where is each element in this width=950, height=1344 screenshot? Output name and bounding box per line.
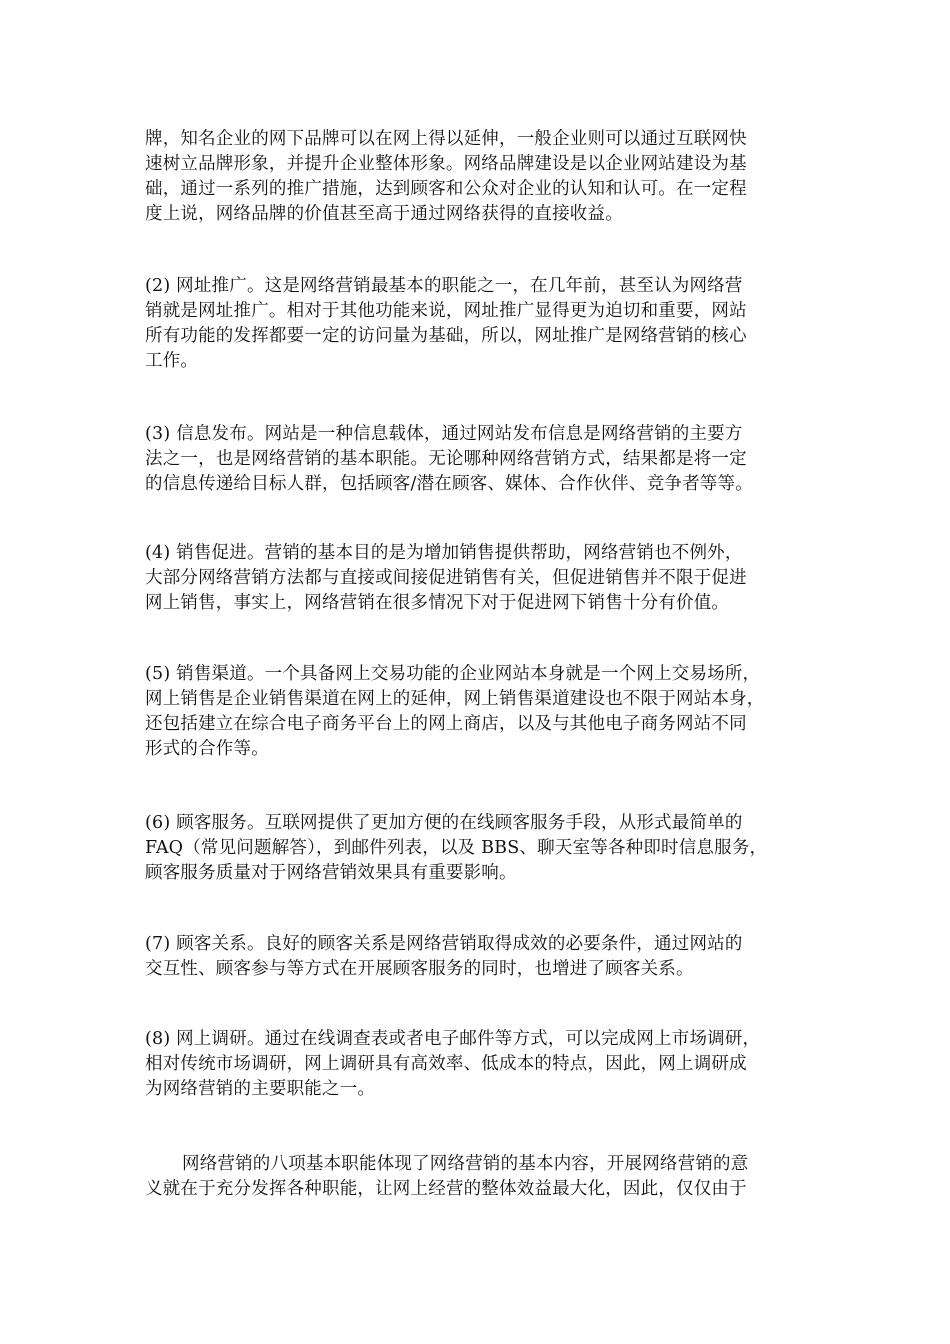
- text-line: 工作。: [145, 351, 199, 371]
- text-line: 为网络营销的主要职能之一。: [145, 1079, 376, 1099]
- paragraph-brand: [145, 127, 805, 227]
- text-line: (2) 网址推广。这是网络营销最基本的职能之一，在几年前，甚至认为网络营: [145, 276, 743, 296]
- text-line: 所有功能的发挥都要一定的访问量为基础，所以，网址推广是网络营销的核心: [145, 326, 747, 346]
- text-line: 义就在于充分发挥各种职能，让网上经营的整体效益最大化，因此，仅仅由于: [145, 1179, 747, 1199]
- text-line: (5) 销售渠道。一个具备网上交易功能的企业网站本身就是一个网上交易场所，: [145, 664, 761, 684]
- text-line: (3) 信息发布。网站是一种信息载体，通过网站发布信息是网络营销的主要方: [145, 424, 743, 444]
- text-line: (8) 网上调研。通过在线调查表或者电子邮件等方式，可以完成网上市场调研，: [145, 1029, 761, 1049]
- text-line: 度上说，网络品牌的价值甚至高于通过网络获得的直接收益。: [145, 204, 623, 224]
- paragraph-customer-relations: [145, 932, 805, 982]
- text-line: 法之一，也是网络营销的基本职能。无论哪种网络营销方式，结果都是将一定: [145, 449, 747, 469]
- text-line: 相对传统市场调研，网上调研具有高效率、低成本的特点，因此，网上调研成: [145, 1054, 747, 1074]
- text-line: 牌，知名企业的网下品牌可以在网上得以延伸，一般企业则可以通过互联网快: [145, 129, 747, 149]
- text-line: (6) 顾客服务。互联网提供了更加方便的在线顾客服务手段，从形式最简单的: [145, 813, 743, 833]
- text-line: FAQ（常见问题解答），到邮件列表，以及 BBS、聊天室等各种即时信息服务，: [145, 838, 768, 858]
- paragraph-sales-promotion: [145, 541, 805, 616]
- text-line: (4) 销售促进。营销的基本目的是为增加销售提供帮助，网络营销也不例外，: [145, 543, 743, 563]
- text-line: 销就是网址推广。相对于其他功能来说，网址推广显得更为迫切和重要，网站: [145, 301, 747, 321]
- text-line: 速树立品牌形象，并提升企业整体形象。网络品牌建设是以企业网站建设为基: [145, 154, 747, 174]
- text-line: 交互性、顾客参与等方式在开展顾客服务的同时，也增进了顾客关系。: [145, 959, 694, 979]
- text-line: 大部分网络营销方法都与直接或间接促进销售有关，但促进销售并不限于促进: [145, 568, 747, 588]
- text-line: 形式的合作等。: [145, 739, 269, 759]
- text-line: 的信息传递给目标人群，包括顾客/潜在顾客、媒体、合作伙伴、竞争者等等。: [145, 474, 753, 494]
- paragraph-url-promotion: [145, 274, 805, 374]
- text-line: (7) 顾客关系。良好的顾客关系是网络营销取得成效的必要条件，通过网站的: [145, 934, 743, 954]
- paragraph-summary: [145, 1152, 805, 1202]
- text-line: 网上销售是企业销售渠道在网上的延伸，网上销售渠道建设也不限于网站本身，: [145, 689, 765, 709]
- paragraph-sales-channel: [145, 662, 805, 762]
- paragraph-customer-service: [145, 811, 805, 886]
- text-line: 网络营销的八项基本职能体现了网络营销的基本内容，开展网络营销的意: [182, 1154, 749, 1174]
- text-line: 网上销售，事实上，网络营销在很多情况下对于促进网下销售十分有价值。: [145, 593, 730, 613]
- paragraph-online-research: [145, 1027, 805, 1102]
- text-line: 顾客服务质量对于网络营销效果具有重要影响。: [145, 863, 517, 883]
- text-line: 础，通过一系列的推广措施，达到顾客和公众对企业的认知和认可。在一定程: [145, 179, 747, 199]
- text-line: 还包括建立在综合电子商务平台上的网上商店，以及与其他电子商务网站不同: [145, 714, 747, 734]
- paragraph-info-release: [145, 422, 805, 497]
